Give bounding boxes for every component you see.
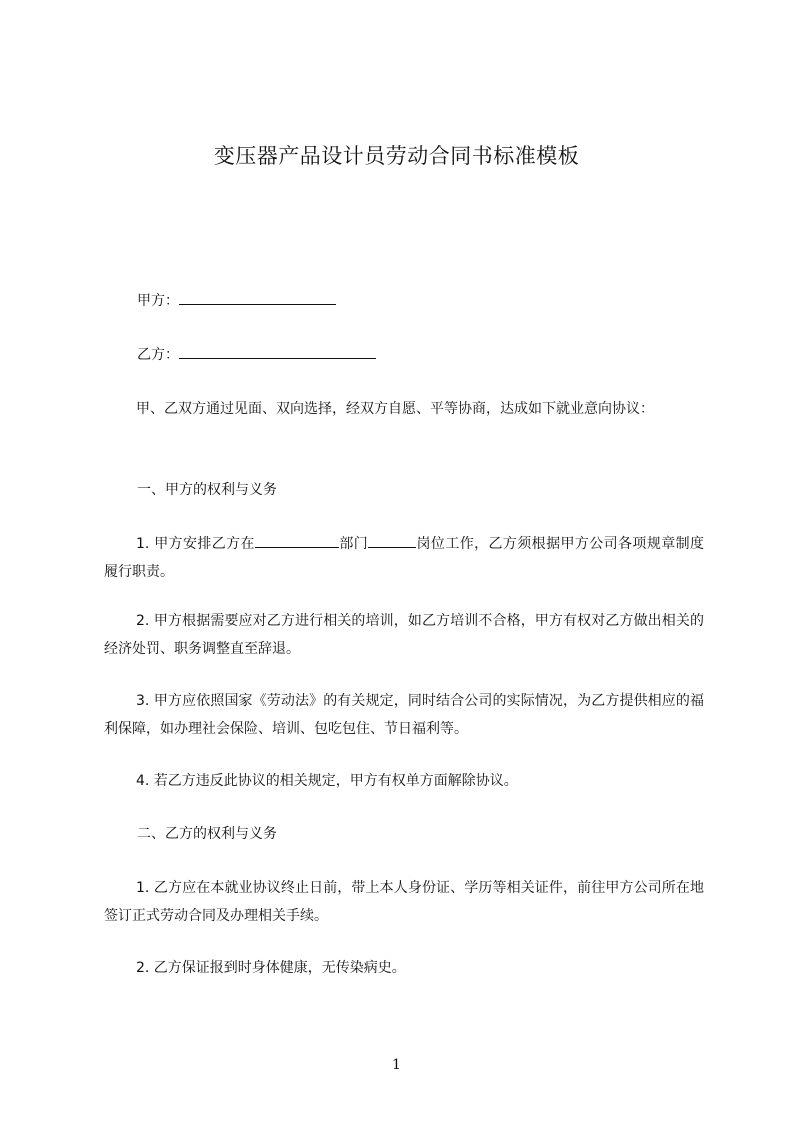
s1-item1-text-b: 部门 (338, 536, 369, 552)
section-1-item-2: 2. 甲方根据需要应对乙方进行相关的培训，如乙方培训不合格，甲方有权对乙方做出相关的经济处罚、职务调整直至辞退。 (104, 613, 704, 657)
party-b-line (137, 341, 737, 369)
party-a-label: 甲方： (137, 293, 179, 309)
page-number: 1 (392, 1057, 401, 1073)
intro-paragraph: 甲、乙双方通过见面、双向选择，经双方自愿、平等协商，达成如下就业意向协议： (136, 401, 654, 417)
document-title: 变压器产品设计员劳动合同书标准模板 (213, 144, 580, 168)
party-a-line (137, 287, 737, 315)
position-blank (368, 531, 416, 548)
section-2-item-1: 1. 乙方应在本就业协议终止日前，带上本人身份证、学历等相关证件，前往甲方公司所在地签订正式劳动合同及办理相关手续。 (104, 880, 704, 924)
department-blank (255, 531, 339, 548)
s1-item1-text-a: 1. 甲方安排乙方在 (136, 536, 255, 552)
section-1-heading: 一、甲方的权利与义务 (137, 482, 277, 498)
party-b-blank (179, 342, 376, 359)
section-1-item-3: 3. 甲方应依照国家《劳动法》的有关规定，同时结合公司的实际情况，为乙方提供相应的福利保障，如办理社会保险、培训、包吃包住、节日福利等。 (104, 693, 704, 737)
section-2-item-2: 2. 乙方保证报到时身体健康，无传染病史。 (136, 960, 406, 976)
section-2-heading: 二、乙方的权利与义务 (137, 826, 277, 842)
section-1-item-4: 4. 若乙方违反此协议的相关规定，甲方有权单方面解除协议。 (136, 773, 518, 789)
party-a-blank (179, 288, 336, 305)
section-1-item-1 (104, 530, 704, 586)
s1-item1-text-c: 岗位工作，乙方须根据甲方公司各项规章制度履行职责。 (104, 536, 705, 580)
party-b-label: 乙方： (137, 347, 179, 363)
